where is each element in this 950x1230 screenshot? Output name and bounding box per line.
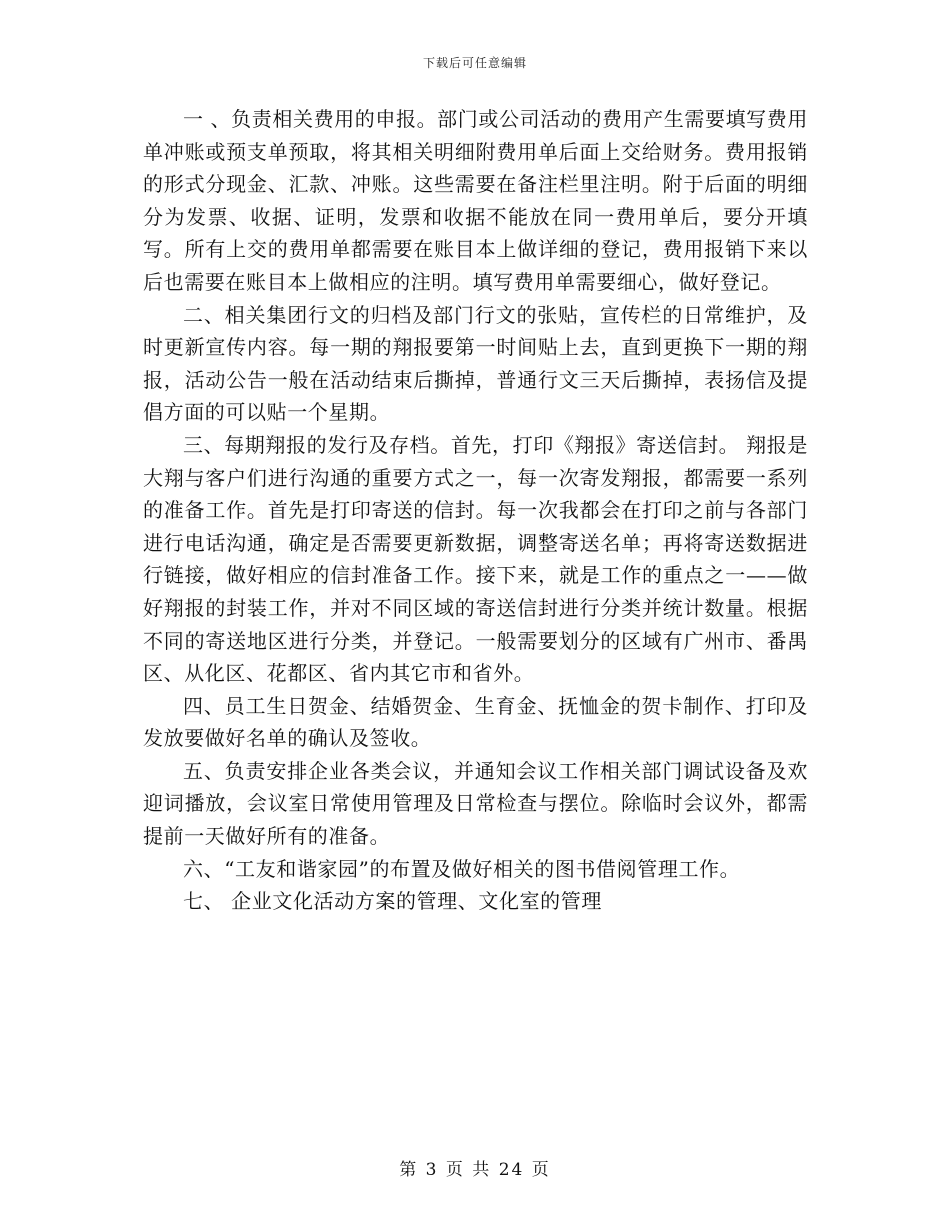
paragraph-3-newsletter-distribution: 三、每期翔报的发行及存档。首先，打印《翔报》寄送信封。 翔报是大翔与客户们进行沟通的重要方式之一，每一次寄发翔报，都需要一系列的准备工作。首先是打印寄送的信封。每一次我都会在打印之前与各部门进行电话沟通，确定是否需要更新数据，调整寄送名单；再将寄送数据进行链接，做好相应的信封准备工作。接下来，就是工作的重点之一——做好翔报的封装工作，并对不同区域的寄送信封进行分类并统计数量。根据不同的寄送地区进行分类，并登记。一般需要划分的区域有广州市、番禺区、从化区、花都区、省内其它市和省外。 bbox=[143, 432, 808, 686]
document-body bbox=[143, 103, 808, 918]
paragraph-7-culture-activities: 七、 企业文化活动方案的管理、文化室的管理 bbox=[183, 889, 602, 914]
page-header: 下载后可任意编辑 bbox=[422, 56, 527, 70]
paragraph-2-document-filing: 二、相关集团行文的归档及部门行文的张贴，宣传栏的日常维护，及时更新宣传内容。每一期的翔报要第一时间贴上去，直到更换下一期的翔报，活动公告一般在活动结束后撕掉，普通行文三天后撕掉，表扬信及提倡方面的可以贴一个星期。 bbox=[143, 302, 808, 425]
page-number-footer: 第 3 页 共 24 页 bbox=[399, 1160, 551, 1180]
paragraph-1-expense-reporting: 一 、负责相关费用的申报。部门或公司活动的费用产生需要填写费用单冲账或预支单预取，将其相关明细附费用单后面上交给财务。费用报销的形式分现金、汇款、冲账。这些需要在备注栏里注明。附于后面的明细分为发票、收据、证明，发票和收据不能放在同一费用单后，要分开填写。所有上交的费用单都需要在账目本上做详细的登记，费用报销下来以后也需要在账目本上做相应的注明。填写费用单需要细心，做好登记。 bbox=[143, 107, 808, 294]
paragraph-4-employee-gifts: 四、员工生日贺金、结婚贺金、生育金、抚恤金的贺卡制作、打印及发放要做好名单的确认及签收。 bbox=[143, 693, 808, 751]
paragraph-5-meeting-arrangement: 五、负责安排企业各类会议，并通知会议工作相关部门调试设备及欢迎词播放，会议室日常使用管理及日常检查与摆位。除临时会议外，都需提前一天做好所有的准备。 bbox=[143, 758, 808, 849]
paragraph-6-worker-home: 六、“工友和谐家园”的布置及做好相关的图书借阅管理工作。 bbox=[183, 856, 741, 881]
